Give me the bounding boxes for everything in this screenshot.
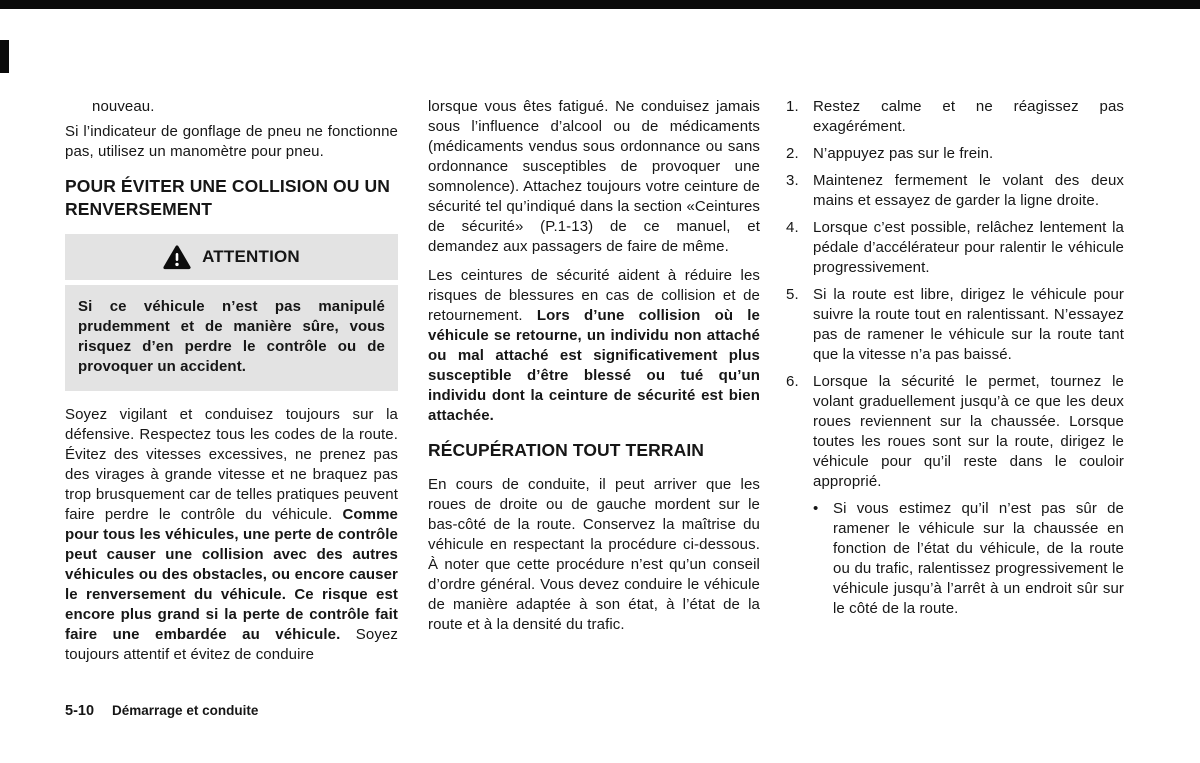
paragraph-offroad-intro: En cours de conduite, il peut arriver que les roues de droite ou de gauche mordent sur le bas-côté de la route. Conservez la maîtrise du véhicule en respectant la procédure ci-dessous. À noter que cette procédure n’est qu’un conseil d’ordre général. Vous devez conduire le véhicule de manière adaptée à son état, à l’état de la route et à la densité du trafic. <box>428 476 760 633</box>
footer-page-number: 5-10 <box>65 703 95 719</box>
numbered-step-2 <box>786 144 1124 164</box>
page-content <box>65 97 1189 674</box>
step-text: Maintenez fermement le volant des deux mains et essayez de garder la ligne droite. <box>813 172 1124 209</box>
attention-box <box>65 234 398 391</box>
paragraph-seatbelt-rollover <box>428 266 760 426</box>
numbered-step-4 <box>786 218 1124 278</box>
step-number: 2. <box>786 145 799 162</box>
step-number: 6. <box>786 373 799 390</box>
paragraph-run-normal: Soyez toujours attentif et évitez de conduire <box>65 626 398 663</box>
paragraph-tire-gauge: Si l’indicateur de gonflage de pneu ne fonctionne pas, utilisez un manomètre pour pneu. <box>65 123 398 160</box>
step-text: Restez calme et ne réagissez pas exagérément. <box>813 98 1124 135</box>
continuation-paragraph: nouveau. <box>92 98 155 115</box>
footer-section-title: Démarrage et conduite <box>112 703 259 718</box>
step-text: Si la route est libre, dirigez le véhicule pour suivre la route tout en ralentissant. N’essayez pas de ramener le véhicule sur la route tant que la vitesse n’a pas baissé. <box>813 286 1124 363</box>
warning-triangle-icon <box>163 245 191 270</box>
paragraph-fatigue-seatbelt: lorsque vous êtes fatigué. Ne conduisez jamais sous l’influence d’alcool ou de médicaments (médicaments vendus sous ordonnance ou sans ordonnance susceptibles de provoquer une somnolence). Attachez toujours votre ceinture de sécurité tel qu’indiqué dans la section «Ceintures de sécurité» (P.1-13) de ce manuel, et demandez aux passagers de faire de même. <box>428 98 760 255</box>
attention-body: Si ce véhicule n’est pas manipulé prudemment et de manière sûre, vous risquez d’en perdre le contrôle ou de provoquer un accident. <box>65 285 398 391</box>
page-footer <box>65 703 258 719</box>
step-number: 3. <box>786 172 799 189</box>
step-number: 1. <box>786 98 799 115</box>
top-bleed-bar <box>0 0 1200 9</box>
sub-bullet-item <box>813 499 1124 619</box>
numbered-step-1 <box>786 97 1124 137</box>
edge-bleed-tab <box>0 40 9 73</box>
step-text: Lorsque c’est possible, relâchez lentement la pédale d’accélérateur pour ralentir le véhicule progressivement. <box>813 219 1124 276</box>
step-text: Lorsque la sécurité le permet, tournez le volant graduellement jusqu’à ce que les deux roues reviennent sur la chaussée. Lorsque toutes les roues sont sur la route, dirigez le véhicule pour qu’il reste dans le couloir approprié. <box>813 373 1124 490</box>
attention-header <box>65 234 398 280</box>
numbered-step-3 <box>786 171 1124 211</box>
numbered-step-5 <box>786 285 1124 365</box>
numbered-step-6 <box>786 372 1124 492</box>
paragraph-vigilance <box>65 405 398 665</box>
bullet-text: Si vous estimez qu’il n’est pas sûr de ramener le véhicule sur la chaussée en fonction de l’état du véhicule, de la route ou du trafic, ralentissez progressivement le véhicule jusqu’à l’arrêt à un endroit sûr sur le côté de la route. <box>833 500 1124 617</box>
section-heading-collision: POUR ÉVITER UNE COLLISION OU UN RENVERSEMENT <box>65 176 390 219</box>
bullet-marker: • <box>813 500 819 517</box>
step-number: 5. <box>786 286 799 303</box>
paragraph-run-normal: Les ceintures de sécurité aident à réduire les risques de blessures en cas de collision et de retournement. <box>428 267 760 324</box>
step-number: 4. <box>786 219 799 236</box>
column-left <box>65 97 398 674</box>
paragraph-run-bold: Lors d’une collision où le véhicule se retourne, un individu non attaché ou mal attaché est significativement plus susceptible d’être blessé ou tué qu’un individu dont la ceinture de sécurité est bien attachée. <box>428 307 760 424</box>
step-text: N’appuyez pas sur le frein. <box>813 145 994 162</box>
paragraph-run-normal: Soyez vigilant et conduisez toujours sur la défensive. Respectez tous les codes de la route. Évitez des vitesses excessives, ne prenez pas des virages à grande vitesse et ne braquez pas trop brusquement car de telles pratiques peuvent faire perdre le contrôle du véhicule. <box>65 406 398 523</box>
column-middle <box>428 97 760 674</box>
attention-title: ATTENTION <box>202 247 300 266</box>
paragraph-run-bold: Comme pour tous les véhicules, une perte de contrôle peut causer une collision avec des autres véhicules ou des obstacles, ou encore causer le renversement du véhicule. Ce risque est encore plus grand si la perte de contrôle fait faire une embardée au véhicule. <box>65 506 398 643</box>
section-heading-offroad-recovery: RÉCUPÉRATION TOUT TERRAIN <box>428 440 705 460</box>
column-right <box>786 97 1124 674</box>
